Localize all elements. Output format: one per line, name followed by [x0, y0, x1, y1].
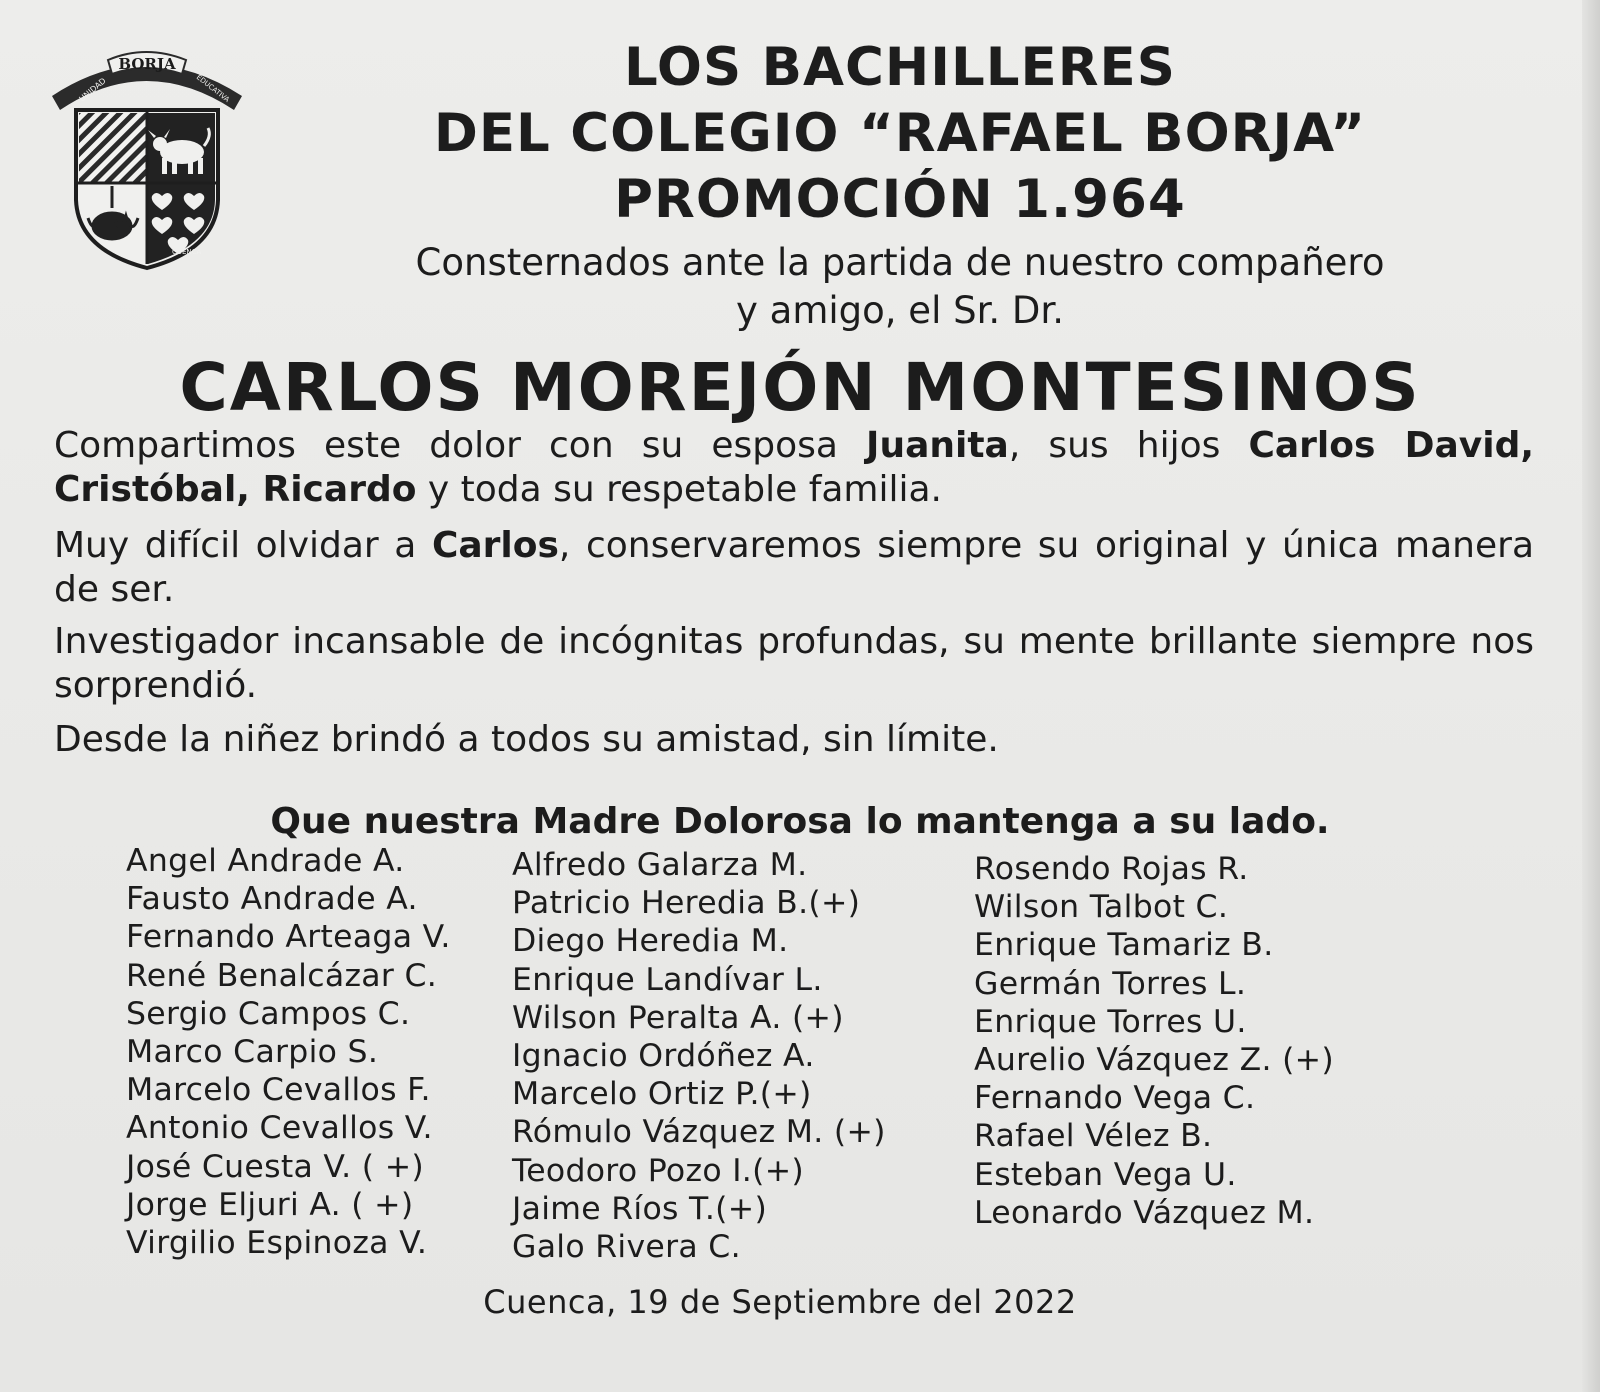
school-crest-logo: [48, 40, 248, 280]
signatory-name: Rosendo Rojas R.: [974, 851, 1249, 887]
signatory-name: Diego Heredia M.: [512, 923, 789, 960]
signatory-name: Esteban Vega U.: [974, 1156, 1237, 1193]
signatory-name: Galo Rivera C.: [512, 1229, 741, 1266]
signatories-column-2: [512, 846, 886, 1266]
signatory-name: Marcelo Cevallos F.: [126, 1072, 431, 1109]
p2-text-1: Muy difícil olvidar a: [54, 525, 432, 566]
intro-line-1: Consternados ante la partida de nuestro compañero: [415, 241, 1385, 284]
place-date-footer: Cuenca, 19 de Septiembre del 2022: [483, 1283, 1077, 1321]
signatory-name: Marco Carpio S.: [126, 1034, 379, 1071]
header-line-1: LOS BACHILLERES: [624, 37, 1176, 98]
crest-left-text: UNIDAD: [77, 76, 108, 104]
signatories-column-1: [126, 842, 451, 1262]
signatories-column-3: [974, 850, 1334, 1232]
p1-bold-wife: Juanita: [866, 425, 1009, 466]
crest-arc-text: BORJA: [118, 55, 176, 73]
crest-right-text: EDUCATIVA: [194, 73, 231, 104]
signatory-name: Fernando Vega C.: [974, 1080, 1256, 1117]
signatory-name: Patricio Heredia B.(+): [512, 885, 861, 922]
header-line-3: PROMOCIÓN 1.964: [614, 169, 1186, 230]
p1-text-2: , sus hijos: [1008, 425, 1249, 466]
paragraph-friendship: Desde la niñez brindó a todos su amistad, sin límite.: [54, 719, 999, 760]
signatory-name: Virgilio Espinoza V.: [126, 1225, 428, 1262]
paragraph-researcher: Investigador incansable de incógnitas profundas, su mente brillante siempre nos sorprendió.: [54, 621, 1534, 706]
signatory-name: Antonio Cevallos V.: [126, 1110, 433, 1147]
closing-prayer: Que nuestra Madre Dolorosa lo mantenga a su lado.: [270, 801, 1330, 842]
paragraph-memory: [54, 524, 1534, 612]
deceased-name: CARLOS MOREJÓN MONTESINOS: [179, 349, 1421, 426]
signatory-name: Enrique Landívar L.: [512, 961, 823, 998]
p2-bold-name: Carlos: [431, 525, 559, 566]
p1-text-1: Compartimos este dolor con su esposa: [54, 425, 867, 466]
signatory-name: Rómulo Vázquez M. (+): [512, 1114, 886, 1151]
intro-line-2: y amigo, el Sr. Dr.: [736, 289, 1064, 332]
signatory-name: Enrique Tamariz B.: [974, 927, 1274, 964]
signatory-name: Jaime Ríos T.(+): [512, 1190, 768, 1227]
signatory-name: Ignacio Ordóñez A.: [512, 1038, 815, 1075]
signatory-name: Fernando Arteaga V.: [126, 919, 451, 956]
signatory-name: José Cuesta V. ( +): [126, 1148, 424, 1185]
p1-bold-children: Carlos David, Cristóbal, Ricardo: [54, 425, 1535, 510]
signatory-name: Enrique Torres U.: [974, 1003, 1247, 1040]
signatory-name: Leonardo Vázquez M.: [974, 1194, 1315, 1231]
signatory-name: Wilson Talbot C.: [974, 889, 1229, 926]
signatory-name: Rafael Vélez B.: [974, 1118, 1213, 1155]
signatory-name: Alfredo Galarza M.: [512, 847, 808, 883]
header-line-2: DEL COLEGIO “RAFAEL BORJA”: [433, 103, 1367, 164]
signatory-name: Fausto Andrade A.: [126, 881, 418, 918]
crest-bottom-text: CUENCA: [172, 248, 202, 256]
signatory-name: Marcelo Ortiz P.(+): [512, 1076, 812, 1113]
p2-text-2: , conservaremos siempre su original y única manera de ser.: [54, 525, 1535, 610]
signatory-name: Jorge Eljuri A. ( +): [126, 1186, 414, 1223]
signatory-name: Teodoro Pozo I.(+): [512, 1152, 804, 1189]
signatory-name: René Benalcázar C.: [126, 957, 438, 994]
signatory-name: Aurelio Vázquez Z. (+): [974, 1042, 1334, 1079]
signatory-name: Wilson Peralta A. (+): [512, 999, 844, 1036]
signatory-name: Germán Torres L.: [974, 965, 1247, 1002]
p1-text-3: y toda su respetable familia.: [416, 469, 943, 510]
page-edge: [1582, 0, 1600, 1392]
signatory-name: Angel Andrade A.: [126, 843, 405, 879]
signatory-name: Sergio Campos C.: [126, 995, 411, 1032]
paragraph-family: [54, 424, 1534, 512]
